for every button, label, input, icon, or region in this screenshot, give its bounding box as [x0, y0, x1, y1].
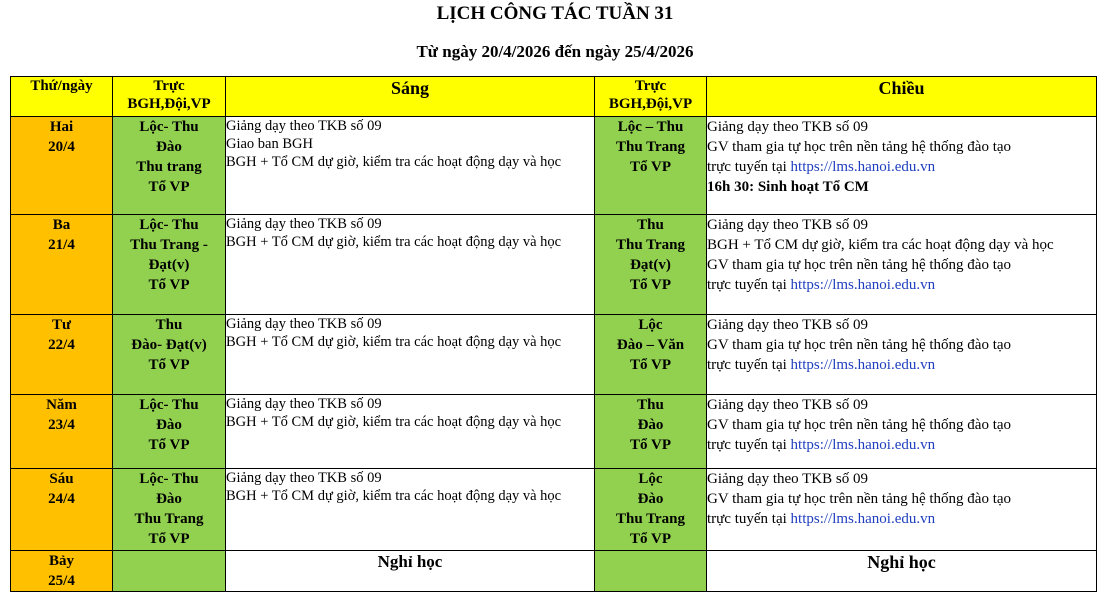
table-row — [11, 215, 1097, 315]
table-row — [11, 315, 1097, 395]
day-cell: Tư 22/4 — [11, 315, 113, 395]
morning-cell: Giảng dạy theo TKB số 09 BGH + Tổ CM dự giờ, kiểm tra các hoạt động dạy và học — [226, 215, 595, 315]
header-row — [11, 77, 1097, 117]
afternoon-cell: Giảng dạy theo TKB số 09 GV tham gia tự học trên nền tảng hệ thống đào tạo trực tuyến tại https://lms.hanoi.edu.vn — [707, 469, 1097, 551]
day-cell: Ba 21/4 — [11, 215, 113, 315]
day-cell: Năm 23/4 — [11, 395, 113, 469]
table-row — [11, 395, 1097, 469]
morning-cell: Giảng dạy theo TKB số 09 BGH + Tổ CM dự giờ, kiểm tra các hoạt động dạy và học — [226, 395, 595, 469]
duty-afternoon-cell — [595, 551, 707, 592]
page-title: LỊCH CÔNG TÁC TUẦN 31 — [436, 3, 674, 24]
header-morning: Sáng — [226, 77, 595, 117]
duty-morning-cell: Lộc- Thu Đào Thu trang Tổ VP — [113, 117, 226, 215]
afternoon-cell: Giảng dạy theo TKB số 09 GV tham gia tự học trên nền tảng hệ thống đào tạo trực tuyến tại https://lms.hanoi.edu.vn 16h 30: Sinh hoạt Tổ CM — [707, 117, 1097, 215]
afternoon-cell: Giảng dạy theo TKB số 09 BGH + Tổ CM dự giờ, kiểm tra các hoạt động dạy và học GV tham gia tự học trên nền tảng hệ thống đào tạo trực tuyến tại https://lms.hanoi.edu.vn — [707, 215, 1097, 315]
header-duty-morning: Trực BGH,Đội,VP — [113, 77, 226, 117]
morning-cell: Giảng dạy theo TKB số 09 Giao ban BGH BGH + Tổ CM dự giờ, kiểm tra các hoạt động dạy và học — [226, 117, 595, 215]
duty-morning-cell: Thu Đào- Đạt(v) Tổ VP — [113, 315, 226, 395]
lms-link[interactable]: https://lms.hanoi.edu.vn — [790, 277, 936, 293]
duty-morning-cell: Lộc- Thu Thu Trang - Đạt(v) Tổ VP — [113, 215, 226, 315]
schedule-table — [10, 76, 1097, 592]
duty-afternoon-cell: Lộc Đào Thu Trang Tổ VP — [595, 469, 707, 551]
lms-link[interactable]: https://lms.hanoi.edu.vn — [790, 357, 936, 373]
afternoon-cell: Giảng dạy theo TKB số 09 GV tham gia tự học trên nền tảng hệ thống đào tạo trực tuyến tại https://lms.hanoi.edu.vn — [707, 395, 1097, 469]
header-afternoon: Chiều — [707, 77, 1097, 117]
morning-cell: Giảng dạy theo TKB số 09 BGH + Tổ CM dự giờ, kiểm tra các hoạt động dạy và học — [226, 469, 595, 551]
table-row — [11, 117, 1097, 215]
duty-afternoon-cell: Thu Thu Trang Đạt(v) Tổ VP — [595, 215, 707, 315]
table-row — [11, 551, 1097, 592]
page-subtitle: Từ ngày 20/4/2026 đến ngày 25/4/2026 — [416, 42, 694, 61]
header-day: Thứ/ngày — [11, 77, 113, 117]
morning-off-cell: Nghỉ học — [226, 551, 595, 592]
duty-afternoon-cell: Lộc Đào – Văn Tổ VP — [595, 315, 707, 395]
lms-link[interactable]: https://lms.hanoi.edu.vn — [790, 159, 936, 175]
table-row — [11, 469, 1097, 551]
duty-morning-cell: Lộc- Thu Đào Tổ VP — [113, 395, 226, 469]
duty-afternoon-cell: Thu Đào Tổ VP — [595, 395, 707, 469]
lms-link[interactable]: https://lms.hanoi.edu.vn — [790, 511, 936, 527]
afternoon-cell: Giảng dạy theo TKB số 09 GV tham gia tự học trên nền tảng hệ thống đào tạo trực tuyến tại https://lms.hanoi.edu.vn — [707, 315, 1097, 395]
morning-cell: Giảng dạy theo TKB số 09 BGH + Tổ CM dự giờ, kiểm tra các hoạt động dạy và học — [226, 315, 595, 395]
header-duty-afternoon: Trực BGH,Đội,VP — [595, 77, 707, 117]
day-cell: Sáu 24/4 — [11, 469, 113, 551]
day-cell: Bảy 25/4 — [11, 551, 113, 592]
duty-morning-cell — [113, 551, 226, 592]
afternoon-off-cell: Nghỉ học — [707, 551, 1097, 592]
lms-link[interactable]: https://lms.hanoi.edu.vn — [790, 437, 936, 453]
day-cell: Hai 20/4 — [11, 117, 113, 215]
duty-morning-cell: Lộc- Thu Đào Thu Trang Tổ VP — [113, 469, 226, 551]
duty-afternoon-cell: Lộc – Thu Thu Trang Tổ VP — [595, 117, 707, 215]
